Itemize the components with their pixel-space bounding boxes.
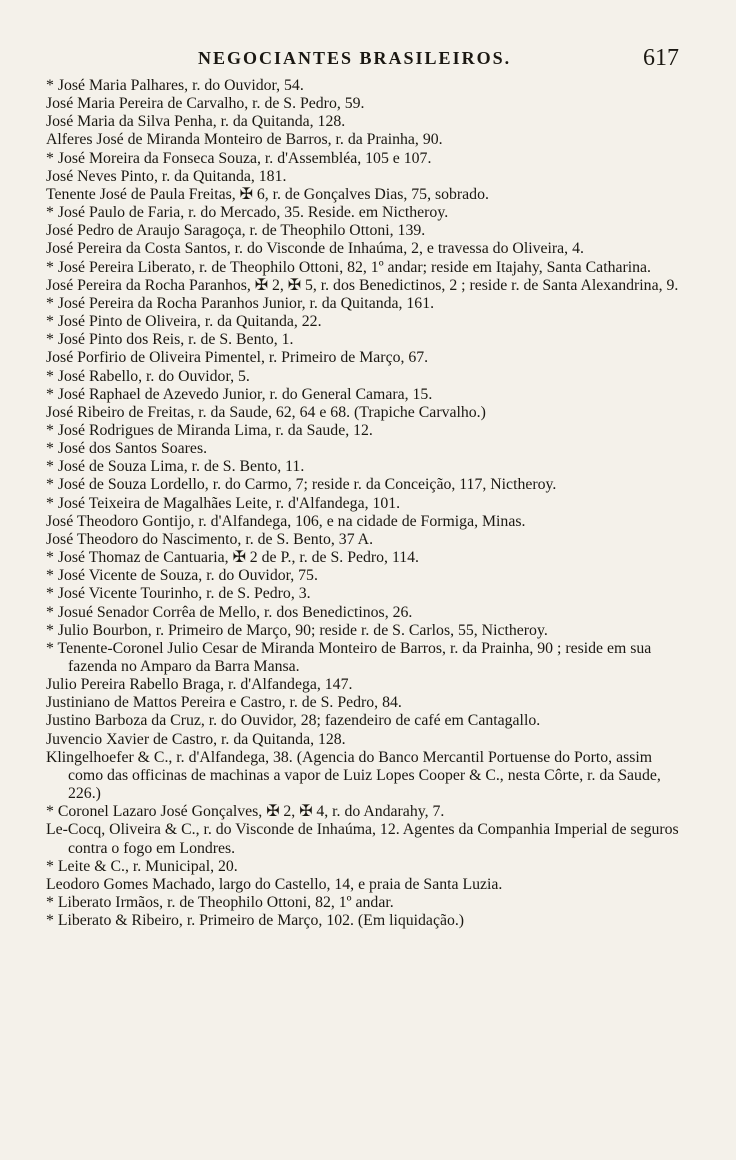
merchant-entry: * José Vicente Tourinho, r. de S. Pedro, 3. xyxy=(46,585,311,603)
merchant-list xyxy=(46,77,686,930)
merchant-entry: * Leite & C., r. Municipal, 20. xyxy=(46,857,238,875)
merchant-entry: Klingelhoefer & C., r. d'Alfandega, 38. (Agencia do Banco Mercantil Portuense do Porto, assim como das officinas de machinas a vapor de Luiz Lopes Cooper & C., nesta Côrte, r. da Saude, 226.) xyxy=(46,748,661,803)
merchant-entry: * Julio Bourbon, r. Primeiro de Março, 90; reside r. de S. Carlos, 55, Nictheroy. xyxy=(46,621,548,639)
page-number: 617 xyxy=(643,45,679,71)
merchant-entry: * José Pinto dos Reis, r. de S. Bento, 1. xyxy=(46,331,294,349)
merchant-entry: Alferes José de Miranda Monteiro de Barros, r. da Prainha, 90. xyxy=(46,131,443,149)
running-title: NEGOCIANTES BRASILEIROS. xyxy=(198,48,512,68)
merchant-entry: * José de Souza Lima, r. de S. Bento, 11. xyxy=(46,458,305,476)
merchant-entry: * José Moreira da Fonseca Souza, r. d'Assembléa, 105 e 107. xyxy=(46,149,432,167)
merchant-entry: Tenente José de Paula Freitas, ✠ 6, r. de Gonçalves Dias, 75, sobrado. xyxy=(46,185,489,203)
merchant-entry: * José Paulo de Faria, r. do Mercado, 35. Reside. em Nictheroy. xyxy=(46,204,449,222)
merchant-entry: Leodoro Gomes Machado, largo do Castello, 14, e praia de Santa Luzia. xyxy=(46,875,503,893)
merchant-entry: * Liberato & Ribeiro, r. Primeiro de Março, 102. (Em liquidação.) xyxy=(46,912,465,930)
merchant-entry: José Maria Pereira de Carvalho, r. de S. Pedro, 59. xyxy=(46,95,365,113)
merchant-entry: José Neves Pinto, r. da Quitanda, 181. xyxy=(46,167,287,185)
merchant-entry: * Liberato Irmãos, r. de Theophilo Ottoni, 82, 1º andar. xyxy=(46,894,394,912)
merchant-entry: José Theodoro do Nascimento, r. de S. Bento, 37 A. xyxy=(46,530,374,548)
merchant-entry: Julio Pereira Rabello Braga, r. d'Alfandega, 147. xyxy=(46,676,353,694)
merchant-entry: Justino Barboza da Cruz, r. do Ouvidor, 28; fazendeiro de café em Cantagallo. xyxy=(46,712,541,730)
merchant-entry: * José de Souza Lordello, r. do Carmo, 7; reside r. da Conceição, 117, Nictheroy. xyxy=(46,476,557,494)
merchant-entry: * José Pereira Liberato, r. de Theophilo Ottoni, 82, 1º andar; reside em Itajahy, Santa Catharina. xyxy=(46,258,652,276)
page-header xyxy=(0,45,736,78)
merchant-entry: * José Raphael de Azevedo Junior, r. do General Camara, 15. xyxy=(46,385,433,403)
merchant-entry: José Ribeiro de Freitas, r. da Saude, 62, 64 e 68. (Trapiche Carvalho.) xyxy=(46,403,486,421)
merchant-entry: José Maria da Silva Penha, r. da Quitanda, 128. xyxy=(46,113,346,131)
merchant-entry: * José Rodrigues de Miranda Lima, r. da Saude, 12. xyxy=(46,421,373,439)
merchant-entry: * Coronel Lazaro José Gonçalves, ✠ 2, ✠ 4, r. do Andarahy, 7. xyxy=(46,803,445,821)
merchant-entry: Juvencio Xavier de Castro, r. da Quitanda, 128. xyxy=(46,730,346,748)
merchant-entry: Justiniano de Mattos Pereira e Castro, r. de S. Pedro, 84. xyxy=(46,694,402,712)
merchant-entry: * José Maria Palhares, r. do Ouvidor, 54. xyxy=(46,77,304,94)
merchant-entry: Le-Cocq, Oliveira & C., r. do Visconde de Inhaúma, 12. Agentes da Companhia Imperial de seguros contra o fogo em Londres. xyxy=(46,821,679,857)
merchant-entry: * José Vicente de Souza, r. do Ouvidor, 75. xyxy=(46,567,318,585)
merchant-entry: José Porfirio de Oliveira Pimentel, r. Primeiro de Março, 67. xyxy=(46,349,429,367)
merchant-entry: * Josué Senador Corrêa de Mello, r. dos Benedictinos, 26. xyxy=(46,603,413,621)
merchant-entry: José Pereira da Rocha Paranhos, ✠ 2, ✠ 5, r. dos Benedictinos, 2 ; reside r. de Santa Alexandrina, 9. xyxy=(46,276,679,294)
merchant-entry: José Pereira da Costa Santos, r. do Visconde de Inhaúma, 2, e travessa do Oliveira, 4. xyxy=(46,240,584,258)
merchant-entry: * José Pinto de Oliveira, r. da Quitanda, 22. xyxy=(46,313,322,331)
merchant-entry: * Tenente-Coronel Julio Cesar de Miranda Monteiro de Barros, r. da Prainha, 90 ; reside em sua fazenda no Amparo da Barra Mansa. xyxy=(46,639,652,675)
merchant-entry: * José Rabello, r. do Ouvidor, 5. xyxy=(46,367,250,385)
merchant-entry: José Pedro de Araujo Saragoça, r. de Theophilo Ottoni, 139. xyxy=(46,222,426,240)
merchant-entry: * José Pereira da Rocha Paranhos Junior, r. da Quitanda, 161. xyxy=(46,294,435,312)
merchant-entry: * José Thomaz de Cantuaria, ✠ 2 de P., r. de S. Pedro, 114. xyxy=(46,549,420,567)
merchant-entry: José Theodoro Gontijo, r. d'Alfandega, 106, e na cidade de Formiga, Minas. xyxy=(46,512,526,530)
merchant-entry: * José dos Santos Soares. xyxy=(46,440,208,458)
merchant-entry: * José Teixeira de Magalhães Leite, r. d'Alfandega, 101. xyxy=(46,494,401,512)
